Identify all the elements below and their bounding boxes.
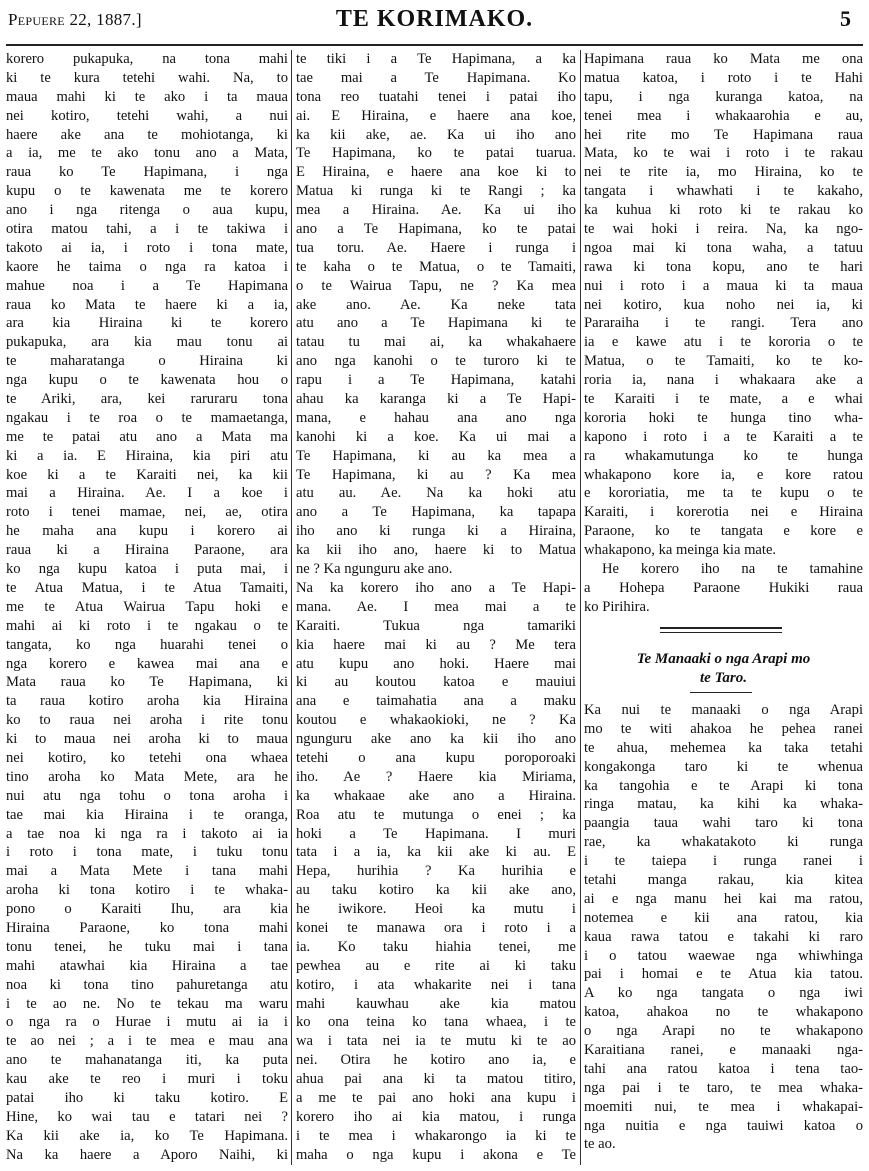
text-line: konei te manawa ora i roto i a — [296, 919, 576, 936]
text-line: koe ki a te Karaiti nei, ka kii — [6, 466, 288, 483]
article-separator-thick — [660, 627, 782, 629]
article-heading-line-1: Te Manaaki o nga Arapi mo — [636, 651, 811, 667]
text-line: kororia hoki te hunga tino wha- — [584, 409, 863, 426]
text-line: pono o Karaiti Ihu, ara kia — [6, 901, 288, 918]
text-line: pai i homai e te Atua kia tatou. — [584, 966, 863, 983]
text-line: rapu i a Te Hapimana, katahi — [296, 372, 576, 389]
text-line: te tiki i a Te Hapimana, a ka — [296, 51, 576, 67]
text-line: mea a Hiraina. Ae. Ka ui iho — [296, 202, 576, 219]
text-line: hei rite mo Te Hapimana raua — [584, 126, 863, 143]
text-line: ahau ka karanga ki a Te Hapi- — [296, 391, 576, 408]
page-header — [0, 0, 869, 44]
text-line: ki au koutou katoa e mauiui — [296, 674, 576, 691]
article-heading-line-2: te Taro. — [700, 670, 747, 686]
newspaper-title: TE KORIMAKO. — [335, 6, 534, 32]
text-line: ai. E Hiraina, e haere ana koe, — [296, 107, 576, 124]
text-line: a Hohepa Paraone Hukiki raua — [584, 579, 863, 596]
text-line: o nga Arapi no te whakapono — [584, 1023, 863, 1040]
text-line: koutou e whakaokioki, ne ? Ka — [296, 712, 576, 729]
text-line: hoki a Te Hapimana. I muri — [296, 825, 576, 842]
text-line: tahi ana ratou katoa i tena tao- — [584, 1060, 863, 1077]
text-line: korero pukapuka, na tona mahi — [6, 51, 288, 67]
text-line: mahi kauwhau ake kia matou — [296, 995, 576, 1012]
text-line: ahua pai ana ki ta matou titiro, — [296, 1071, 576, 1088]
text-line: Mata raua ko Te Hapimana, ki — [6, 674, 288, 691]
text-line: tae mai a Te Hapimana. Ko — [296, 69, 576, 86]
text-line: i o tatou waewae nga whiwhinga — [584, 947, 863, 964]
text-line: au taku kotiro ka kii ake ano, — [296, 882, 576, 899]
text-line: ana e taimahatia ana a maku — [296, 693, 576, 710]
text-line: Te Hapimana, ki au ka mea a — [296, 447, 576, 464]
text-line: ano nga kanohi o te turoro ki te — [296, 353, 576, 370]
text-line: Matua ki runga ki te Rangi ; ka — [296, 183, 576, 200]
text-line: tino aroha ko Mata Mete, ara he — [6, 768, 288, 785]
text-line: Pararaiha i te rangi. Tera ano — [584, 315, 863, 332]
article-body — [584, 701, 863, 1165]
text-line: te Atua Matua, i te Atua Tamaiti, — [6, 579, 288, 596]
text-line: a ia, me te ako tonu ano a Mata, — [6, 145, 288, 162]
text-line: korero iho ai kia matou, i runga — [296, 1108, 576, 1125]
text-line: maha o nga kupu i akona e Te — [296, 1146, 576, 1163]
header-rule — [6, 44, 863, 46]
text-line: te ahua, mehemea ka taka tetahi — [584, 739, 863, 756]
text-line: Hapimana raua ko Mata me ona — [584, 51, 863, 67]
text-line: nei te rite ia, mo Hiraina, ko te — [584, 164, 863, 181]
text-line: rae, ka whakatakoto ki runga — [584, 834, 863, 851]
text-line: ka kii iho ano, haere ki to Matua — [296, 542, 576, 559]
text-line: Karaiti. Tukua nga tamariki — [296, 617, 576, 634]
text-line: tae mai kia Hiraina i te oranga, — [6, 806, 288, 823]
text-line: paangia taua wahi taro ki tona — [584, 815, 863, 832]
text-line: Hepa, hurihia ? Ka hurihia e — [296, 863, 576, 880]
text-line: tenei mea i whakaarohia e au, — [584, 107, 863, 124]
text-line: ara kia Hiraina ki te korero — [6, 315, 288, 332]
text-line: ano te mahanatanga iti, ka puta — [6, 1052, 288, 1069]
column-divider-2 — [580, 50, 581, 1165]
text-line: iho ano ki runga ki a Hiraina, — [296, 523, 576, 540]
text-line: roto i tenei mamae, nei, ae, otira — [6, 504, 288, 521]
text-line: wa i tata nei ia te mutu ki te ao — [296, 1033, 576, 1050]
text-line: Ka kii ake ia, ko Te Hapimana. — [6, 1127, 288, 1144]
text-line: matua katoa, i roto i te Hahi — [584, 69, 863, 86]
text-line: ne ? Ka ngunguru ake ano. — [296, 561, 453, 578]
text-line: mahue noa i a Te Hapimana — [6, 277, 288, 294]
text-line: atu au. Ae. Na ka hoki atu — [296, 485, 576, 502]
text-line: tapu, i nga kuranga katoa, na — [584, 88, 863, 105]
text-line: raua ko Te Hapimana, i nga — [6, 164, 288, 181]
text-line: te kaha o te Matua, o te Tamaiti, — [296, 258, 576, 275]
text-line: whakapono kore ia, e kore ratou — [584, 466, 863, 483]
text-line: ano a Te Hapimana, ka tapapa — [296, 504, 576, 521]
text-line: Karaiti, i korerotia nei e Hiraina — [584, 504, 863, 521]
text-line: tata i a ia, ka kii ake ki au. E — [296, 844, 576, 861]
text-line: kau ake te reo i muri i toku — [6, 1071, 288, 1088]
column-divider-1 — [291, 50, 292, 1165]
text-line: i te taiepa i runga ranei i — [584, 853, 863, 870]
text-line: ngakau i te roa o te mamaetanga, — [6, 409, 288, 426]
text-line: Hiraina Paraone, ko tona mahi — [6, 919, 288, 936]
text-line: nei kotiro, tetehi wahi, a nui — [6, 107, 288, 124]
text-line: mai a Mata Mete i tana mahi — [6, 863, 288, 880]
text-line: kongakonga taro ki te whenua — [584, 758, 863, 775]
text-line: o nga ra o Hurae i mutu ai ia i — [6, 1014, 288, 1031]
text-line: notemea e kii ana ratou, kia — [584, 909, 863, 926]
text-line: kotiro, i ata whakarite nei i tana — [296, 976, 576, 993]
article-separator-thin — [660, 632, 782, 633]
text-line: katoa, ahakoa no te whakapono — [584, 1004, 863, 1021]
text-line: haere ake ana te mohiotanga, ki — [6, 126, 288, 143]
text-line: Roa atu te mutunga o enei ; ka — [296, 806, 576, 823]
text-line: ki to maua nei aroha ki to maua — [6, 731, 288, 748]
text-line: me te Atua Wairua Tapu hoki e — [6, 598, 288, 615]
text-line: nga nuitia e nga tauiwi katoa o — [584, 1117, 863, 1134]
text-line: iho. Ae ? Haere kia Miriama, — [296, 768, 576, 785]
text-line: a tae noa ki nga ra i takoto ai ia — [6, 825, 288, 842]
text-line: a me te pai ano hoki ana kupu i — [296, 1089, 576, 1106]
text-line: raua ko Mata te haere ki a ia, — [6, 296, 288, 313]
text-line: ake ano. Ae. Ka neke tata — [296, 296, 576, 313]
text-line: ki a ia. E Hiraina, kia piri atu — [6, 447, 288, 464]
text-line: tangata, ko nga huarahi tenei o — [6, 636, 288, 653]
text-line: tangata i whawhati i te kakaho, — [584, 183, 863, 200]
text-line: nei kotiro, ko tetehi ona whaea — [6, 749, 288, 766]
text-line: te ao. — [584, 1136, 616, 1153]
text-line: Matua, o te Tamaiti, ko te ko- — [584, 353, 863, 370]
text-line: whakapono, ka meinga kia mate. — [584, 542, 777, 559]
text-line: E Hiraina, e haere ana koe ki to — [296, 164, 576, 181]
text-line: ngoa mai ki tona waha, a tatuu — [584, 239, 863, 256]
text-line: me te patai atu ano a Mata ma — [6, 428, 288, 445]
text-line: Na ka korero iho ano a Te Hapi- — [296, 579, 576, 596]
text-line: mahi ai ki roto i te ngakau o te — [6, 617, 288, 634]
text-line: he maha ana kupu i korero ai — [6, 523, 288, 540]
text-line: Te Hapimana, ko te patai tuarua. — [296, 145, 576, 162]
text-line: ano a Te Hapimana, ko te patai — [296, 221, 576, 238]
text-line: tetahi manga rakau, kia kitea — [584, 872, 863, 889]
text-line: A ko nga tangata o nga iwi — [584, 985, 863, 1002]
text-line: pukapuka, ara kia mau tonu ai — [6, 334, 288, 351]
text-line: atu kupu ano hoki. Haere mai — [296, 655, 576, 672]
text-line: te Ariki, ara, kei raruraru tona — [6, 391, 288, 408]
text-line: tua toru. Ae. Haere i runga i — [296, 239, 576, 256]
text-line: roria ia, nana i whakaara ake a — [584, 372, 863, 389]
text-line: te ao nei ; a i te mea e mau ana — [6, 1033, 288, 1050]
text-line: nei. Otira he kotiro ano ia, e — [296, 1052, 576, 1069]
text-line: e kororiatia, me ta te kupu o te — [584, 485, 863, 502]
text-line: kia haere mai ki au ? Me tera — [296, 636, 576, 653]
text-line: ko nga kupu katoa i puta mai, i — [6, 561, 288, 578]
text-line: kaore he taima o nga ra katoa i — [6, 258, 288, 275]
text-line: ko Pirihira. — [584, 598, 650, 615]
text-line: nga pai i te taro, te mea whaka- — [584, 1079, 863, 1096]
text-line: i te mea i whakarongo ia ki te — [296, 1127, 576, 1144]
text-line: atu ano a Te Hapimana ki te — [296, 315, 576, 332]
text-line: otira matou tahi, a i te takiwa i — [6, 221, 288, 238]
text-line: mana, e hahau ana ano nga — [296, 409, 576, 426]
text-line: ka kii ake, ae. Ka ui iho ano — [296, 126, 576, 143]
text-line: kupu o te kawenata me te korero — [6, 183, 288, 200]
text-line: Karaitiana ranei, e manaaki nga- — [584, 1042, 863, 1059]
text-line: te Karaiti i te mate, a e whai — [584, 391, 863, 408]
text-line: nga korero e kawea mai ana e — [6, 655, 288, 672]
text-line: nga kupu o te kawenata hou o — [6, 372, 288, 389]
text-line: kaua rawa tatou e takahi ki raro — [584, 928, 863, 945]
text-line: ra whakamutunga ko te hunga — [584, 447, 863, 464]
text-line: ia. Ko taku hiahia tenei, me — [296, 938, 576, 955]
text-line: tona reo tuatahi tenei i patai iho — [296, 88, 576, 105]
text-line: i roto i tona mate, i tuku tonu — [6, 844, 288, 861]
text-line: noa ki tona tino pahuretanga atu — [6, 976, 288, 993]
article-heading — [584, 650, 863, 688]
text-line: ka whakaae ake ano a Hiraina. — [296, 787, 576, 804]
text-line: i te ao ne. No te tekau ma waru — [6, 995, 288, 1012]
issue-date: Pepuere 22, 1887.] — [8, 10, 142, 29]
text-line: rawa ki tona kopu, ano te hari — [584, 258, 863, 275]
text-line: kanohi ki a koe. Ka ui mai a — [296, 428, 576, 445]
text-line: nui atu nga tohu o tona aroha i — [6, 787, 288, 804]
text-line: ka tangohia e te Arapi ki tona — [584, 777, 863, 794]
text-line: patai iho ki taku kotiro. E — [6, 1089, 288, 1106]
text-line: he iwikore. Heoi ka mutu i — [296, 901, 576, 918]
text-line: moemiti nui, te mea i whakapai- — [584, 1098, 863, 1115]
text-line: takoto ai ia, i roto i tona mate, — [6, 239, 288, 256]
text-line: ia e kawe atu i te kororia o te — [584, 334, 863, 351]
text-line: Te Hapimana, ki au ? Ka mea — [296, 466, 576, 483]
text-line: Na ka haere a Aporo Naihi, ki — [6, 1146, 288, 1163]
text-line: He korero iho na te tamahine — [602, 561, 863, 578]
text-line: tatau tu mai ai, ka whakahaere — [296, 334, 576, 351]
text-line: tetehi o ana kupu poroporoaki — [296, 749, 576, 766]
text-line: tonu tenei, he tuku mai i tana — [6, 938, 288, 955]
text-line: Paraone, ko te tangata e kore e — [584, 523, 863, 540]
text-line: mai a Hiraina. Ae. I a koe i — [6, 485, 288, 502]
text-line: Hine, ko wai tau e tatari nei ? — [6, 1108, 288, 1125]
text-line: kapono i roto i a te Karaiti a te — [584, 428, 863, 445]
text-line: pewhea au e rite ai ki taku — [296, 957, 576, 974]
text-line: Ka nui te manaaki o nga Arapi — [584, 702, 863, 718]
text-line: maua mahi ki te ako i ta maua — [6, 88, 288, 105]
text-line: ko ona teina ko tana whaea, i te — [296, 1014, 576, 1031]
text-line: ngunguru ake ano ka kii iho ano — [296, 731, 576, 748]
text-line: ta raua kotiro aroha kia Hiraina — [6, 693, 288, 710]
text-line: Mata, ko te wai i roto i te rakau — [584, 145, 863, 162]
text-line: nui i roto i a maua ki ta maua — [584, 277, 863, 294]
heading-underline — [690, 692, 752, 693]
text-line: ai e nga manu hei kai ma ratou, — [584, 890, 863, 907]
text-line: ringa matau, ka kihi ka whaka- — [584, 796, 863, 813]
text-line: nei kotiro, kua noho nei ia, ki — [584, 296, 863, 313]
text-line: te maharatanga o Hiraina ki — [6, 353, 288, 370]
text-line: mo te witi ahakoa he pehea ranei — [584, 720, 863, 737]
text-line: mana. Ae. I mea mai a te — [296, 598, 576, 615]
text-line: raua ki a Hiraina Paraone, ara — [6, 542, 288, 559]
text-line: o te Wairua Tapu, ne ? Ka mea — [296, 277, 576, 294]
text-column-1 — [6, 50, 288, 1165]
text-line: te wai hoki i reira. Na, ka ngo- — [584, 221, 863, 238]
text-column-2 — [296, 50, 576, 1165]
page-number: 5 — [840, 6, 851, 31]
text-line: ki te kura tetehi wahi. Na, to — [6, 69, 288, 86]
text-line: ko to raua nei aroha i rite tonu — [6, 712, 288, 729]
text-line: mahi atawhai kia Hiraina a tae — [6, 957, 288, 974]
text-line: ka kuhua ki roto ki te rakau ko — [584, 202, 863, 219]
text-line: ano i nga ritenga o aua kupu, — [6, 202, 288, 219]
text-line: aroha ki tona kotiro i te whaka- — [6, 882, 288, 899]
